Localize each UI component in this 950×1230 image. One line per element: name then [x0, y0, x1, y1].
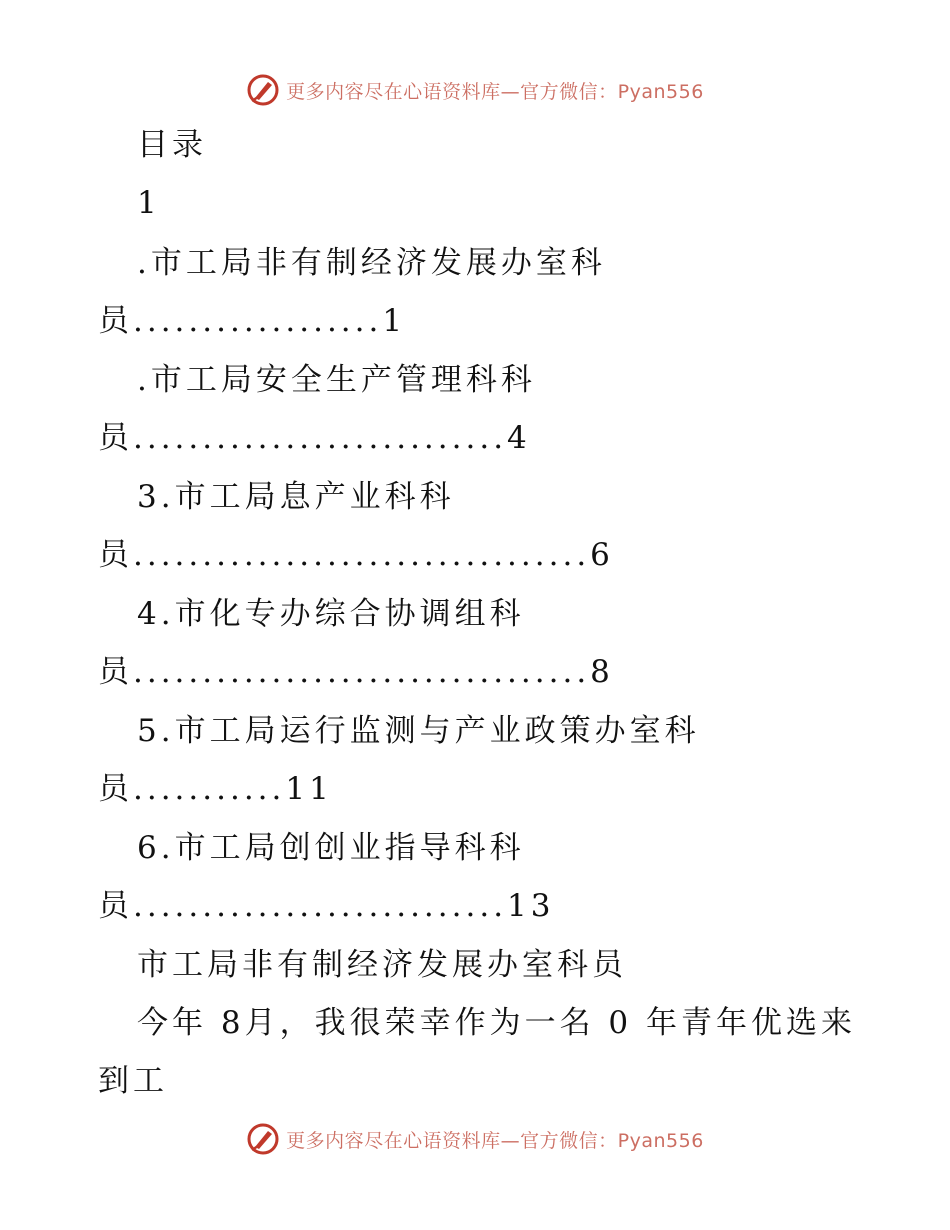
body-paragraph-line: 今年 8月，我很荣幸作为一名 0 年青年优选来	[137, 1005, 857, 1041]
footer-watermark	[0, 1119, 950, 1159]
quill-logo-icon	[246, 1122, 280, 1156]
watermark-text: 更多内容尽在心语资料库—官方微信：Pyan556	[286, 1129, 704, 1152]
toc-entry-title: 5.市工局运行监测与产业政策办室科	[137, 713, 700, 749]
section-title: 市工局非有制经济发展办室科员	[137, 947, 627, 983]
toc-line: 1	[137, 185, 161, 221]
toc-heading: 目录	[137, 127, 207, 163]
quill-logo-icon	[246, 73, 280, 107]
header-watermark	[0, 70, 950, 110]
body-paragraph-line: 到工	[98, 1063, 168, 1099]
toc-entry-title: 4.市化专办综合协调组科	[137, 596, 525, 632]
toc-entry-page: 员...........................13	[98, 888, 555, 924]
toc-entry-title: .市工局安全生产管理科科	[137, 362, 536, 398]
watermark-text: 更多内容尽在心语资料库—官方微信：Pyan556	[286, 80, 704, 103]
toc-entry-page: 员...........................4	[98, 420, 531, 456]
toc-entry-page: 员..................1	[98, 303, 407, 339]
toc-entry-title: 6.市工局创创业指导科科	[137, 830, 525, 866]
toc-entry-page: 员.................................6	[98, 537, 614, 573]
toc-entry-title: .市工局非有制经济发展办室科	[137, 245, 606, 281]
toc-entry-page: 员...........11	[98, 771, 333, 807]
toc-entry-title: 3.市工局息产业科科	[137, 479, 455, 515]
toc-entry-page: 员.................................8	[98, 654, 614, 690]
